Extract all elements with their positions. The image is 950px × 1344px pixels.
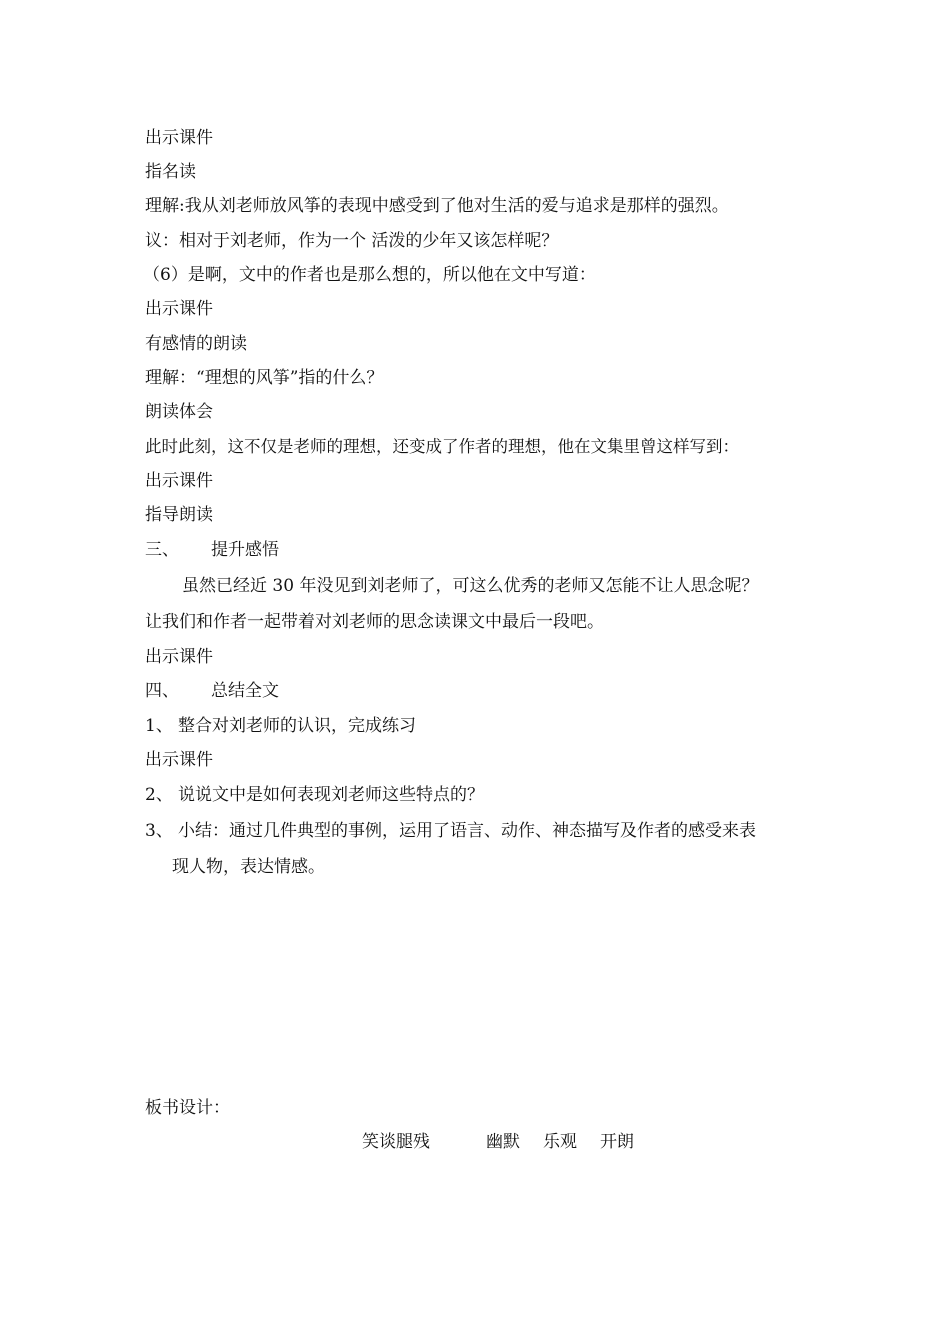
board-trait: 开朗 <box>600 1132 634 1152</box>
list-item <box>145 820 756 842</box>
board-trait: 幽默 <box>486 1132 520 1152</box>
text-line: 出示课件 <box>145 471 213 491</box>
section-number: 三、 <box>145 540 179 560</box>
list-item-continuation: 现人物，表达情感。 <box>172 857 325 877</box>
text-line: 指导朗读 <box>145 505 213 525</box>
text-line: 此时此刻，这不仅是老师的理想，还变成了作者的理想，他在文集里曾这样写到： <box>145 437 739 456</box>
text-line: 理解：“理想的风筝”指的什么？ <box>145 368 384 388</box>
section-title: 总结全文 <box>211 681 279 701</box>
list-item <box>145 715 416 737</box>
item-text: 整合对刘老师的认识，完成练习 <box>178 716 416 736</box>
board-design-label: 板书设计： <box>145 1098 230 1118</box>
text-line: 理解:我从刘老师放风筝的表现中感受到了他对生活的爱与追求是那样的强烈。 <box>145 196 729 216</box>
board-design-row <box>362 1131 634 1153</box>
paragraph-line: 虽然已经近 30 年没见到刘老师了，可这么优秀的老师又怎能不让人思念呢？ <box>182 576 759 596</box>
section-number: 四、 <box>145 681 179 701</box>
section-heading <box>145 680 279 702</box>
text-line: 朗读体会 <box>145 402 213 422</box>
text-line: 出示课件 <box>145 299 213 319</box>
text-line: 指名读 <box>145 162 196 182</box>
text-line: 有感情的朗读 <box>145 334 247 354</box>
paragraph-line: 让我们和作者一起带着对刘老师的思念读课文中最后一段吧。 <box>145 612 604 632</box>
item-text: 小结：通过几件典型的事例，运用了语言、动作、神态描写及作者的感受来表 <box>178 821 756 841</box>
item-number: 1、 <box>145 716 173 736</box>
list-item <box>145 784 484 806</box>
text-line: 议：相对于刘老师，作为一个 活泼的少年又该怎样呢？ <box>145 231 559 251</box>
text-line: 出示课件 <box>145 128 213 148</box>
section-heading <box>145 539 279 561</box>
text-line: 出示课件 <box>145 750 213 770</box>
board-trait: 乐观 <box>543 1132 577 1152</box>
text-line: （6）是啊，文中的作者也是那么想的，所以他在文中写道： <box>143 265 596 285</box>
item-number: 2、 <box>145 785 173 805</box>
item-text: 说说文中是如何表现刘老师这些特点的？ <box>178 785 484 805</box>
board-event: 笑谈腿残 <box>362 1132 430 1152</box>
section-title: 提升感悟 <box>211 540 279 560</box>
text-line: 出示课件 <box>145 647 213 667</box>
item-number: 3、 <box>145 821 173 841</box>
